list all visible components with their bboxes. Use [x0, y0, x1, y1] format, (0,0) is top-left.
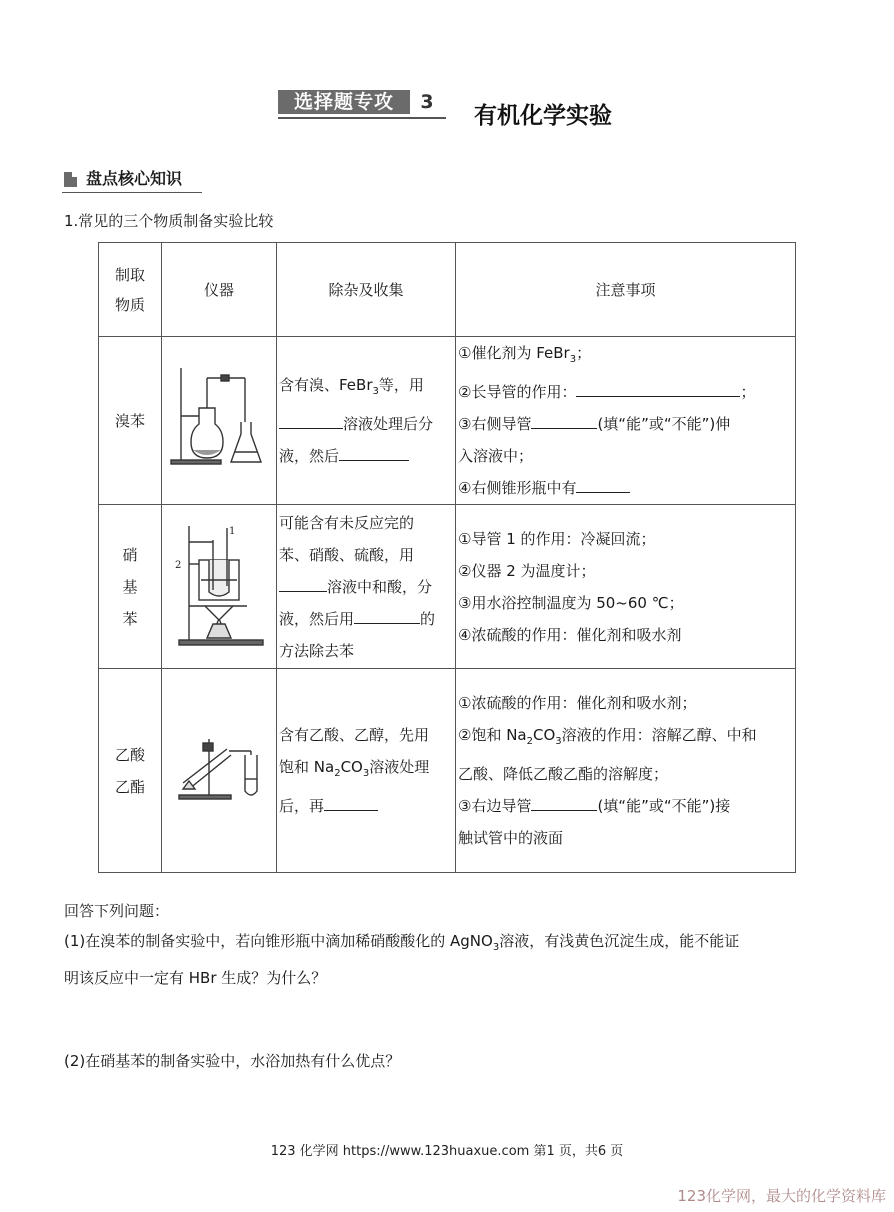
note-text: ②仪器 2 为温度计；	[458, 561, 596, 580]
notes-cell	[456, 669, 796, 873]
nitrobenzene-apparatus-icon	[169, 520, 269, 650]
purify-text: 含有溴、FeBr	[279, 376, 373, 394]
subheading: 1.常见的三个物质制备实验比较	[64, 212, 274, 230]
questions-intro: 回答下列问题：	[64, 902, 170, 920]
note-text: 溶液的作用：溶解乙醇、中和	[561, 726, 757, 744]
note-text: ①导管 1 的作用：冷凝回流；	[458, 529, 656, 548]
answer-blank[interactable]	[531, 794, 597, 811]
note-text: ③用水浴控制温度为 50~60 ℃；	[458, 593, 684, 612]
purify-text: CO	[340, 758, 363, 776]
answer-blank[interactable]	[354, 607, 420, 624]
header-notes: 注意事项	[456, 243, 796, 337]
table-header-row	[99, 243, 796, 337]
purify-text: 含有乙酸、乙醇，先用	[279, 726, 430, 744]
answer-blank[interactable]	[339, 444, 409, 461]
purify-text: 方法除去苯	[279, 641, 355, 660]
note-text: CO	[533, 726, 556, 744]
question-text: 溶液，有浅黄色沉淀生成，能不能证	[499, 932, 740, 950]
answer-blank[interactable]	[576, 380, 740, 397]
apparatus-cell	[162, 669, 277, 873]
substance-text: 乙酯	[114, 777, 145, 796]
substance-char: 基	[122, 577, 138, 596]
subscript: 3	[362, 768, 370, 779]
answer-blank[interactable]	[279, 575, 327, 592]
note-text: 触试管中的液面	[458, 829, 564, 847]
note-text: 入溶液中；	[458, 447, 534, 465]
page-footer: 123 化学网 https://www.123huaxue.com 第1 页，共6 页	[270, 1144, 624, 1159]
question-text: (1)在溴苯的制备实验中，若向锥形瓶中滴加稀硝酸酸化的 AgNO	[64, 932, 493, 950]
purify-cell	[277, 669, 456, 873]
substance-cell: 溴苯	[99, 337, 162, 505]
table-row	[99, 669, 796, 873]
purify-text: 的	[420, 609, 436, 628]
header-substance-line2: 物质	[114, 295, 145, 314]
section-heading-text: 盘点核心知识	[86, 169, 183, 188]
note-text: ；	[576, 344, 592, 362]
answer-blank[interactable]	[576, 476, 630, 493]
header-substance-line1: 制取	[114, 265, 145, 284]
purify-text: 后，再	[279, 797, 325, 815]
note-text: ③右侧导管	[458, 415, 532, 433]
subscript: 3	[555, 736, 562, 747]
topic-banner	[278, 90, 446, 119]
apparatus-cell	[162, 505, 277, 669]
document-icon	[64, 172, 77, 187]
purify-text: 液，然后用	[279, 609, 355, 628]
apparatus-cell	[162, 337, 277, 505]
note-text: ；	[740, 383, 756, 401]
substance-text: 乙酸	[114, 745, 145, 764]
purify-cell	[277, 505, 456, 669]
label-1: 1	[229, 525, 236, 537]
note-text: ③右边导管	[458, 797, 532, 815]
question-2: (2)在硝基苯的制备实验中，水浴加热有什么优点？	[64, 1052, 401, 1070]
note-text: ④浓硫酸的作用：催化剂和吸水剂	[458, 625, 682, 644]
note-text: ②长导管的作用：	[458, 383, 577, 401]
subscript: 3	[492, 942, 500, 953]
purify-text: 液，然后	[279, 447, 340, 465]
note-text: ②饱和 Na	[458, 726, 527, 744]
notes-cell	[456, 505, 796, 669]
purify-text: 溶液处理	[369, 758, 430, 776]
bromobenzene-apparatus-icon	[169, 364, 269, 474]
subscript: 2	[334, 768, 341, 779]
subscript: 2	[526, 736, 534, 747]
subscript: 3	[372, 386, 379, 397]
ethyl-acetate-apparatus-icon	[169, 729, 269, 809]
table-row	[99, 505, 796, 669]
question-text: 明该反应中一定有 HBr 生成？为什么？	[64, 969, 327, 987]
note-text: (填“能”或“不能”)接	[597, 797, 731, 815]
question-1	[64, 926, 844, 993]
subscript: 3	[569, 354, 577, 365]
substance-char: 硝	[122, 545, 138, 564]
purify-text: 等，用	[378, 376, 424, 394]
purify-text: 饱和 Na	[279, 758, 335, 776]
note-text: ①浓硫酸的作用：催化剂和吸水剂；	[458, 694, 697, 712]
substance-char: 苯	[122, 609, 138, 628]
substance-cell	[99, 669, 162, 873]
label-2: 2	[175, 559, 182, 571]
banner-number: 3	[420, 91, 434, 113]
purify-text: 可能含有未反应完的	[279, 513, 415, 532]
answer-blank[interactable]	[279, 412, 343, 429]
section-heading	[62, 168, 202, 193]
table-row	[99, 337, 796, 505]
notes-cell	[456, 337, 796, 505]
note-text: (填“能”或“不能”)伸	[597, 415, 731, 433]
purify-cell	[277, 337, 456, 505]
note-text: ①催化剂为 FeBr	[458, 344, 570, 362]
purify-text: 溶液处理后分	[343, 415, 434, 433]
page-title: 有机化学实验	[474, 103, 612, 129]
purify-text: 溶液中和酸，分	[327, 577, 433, 596]
comparison-table	[98, 242, 796, 873]
answer-blank[interactable]	[324, 794, 378, 811]
brand-watermark: 123化学网，最大的化学资料库	[677, 1187, 886, 1205]
header-purify: 除杂及收集	[277, 243, 456, 337]
note-text: 乙酸、降低乙酸乙酯的溶解度；	[458, 765, 669, 783]
answer-blank[interactable]	[531, 412, 597, 429]
header-apparatus: 仪器	[162, 243, 277, 337]
header-substance	[99, 243, 162, 337]
banner-label: 选择题专攻	[278, 90, 410, 114]
substance-cell	[99, 505, 162, 669]
note-text: ④右侧锥形瓶中有	[458, 479, 577, 497]
purify-text: 苯、硝酸、硫酸，用	[279, 545, 415, 564]
